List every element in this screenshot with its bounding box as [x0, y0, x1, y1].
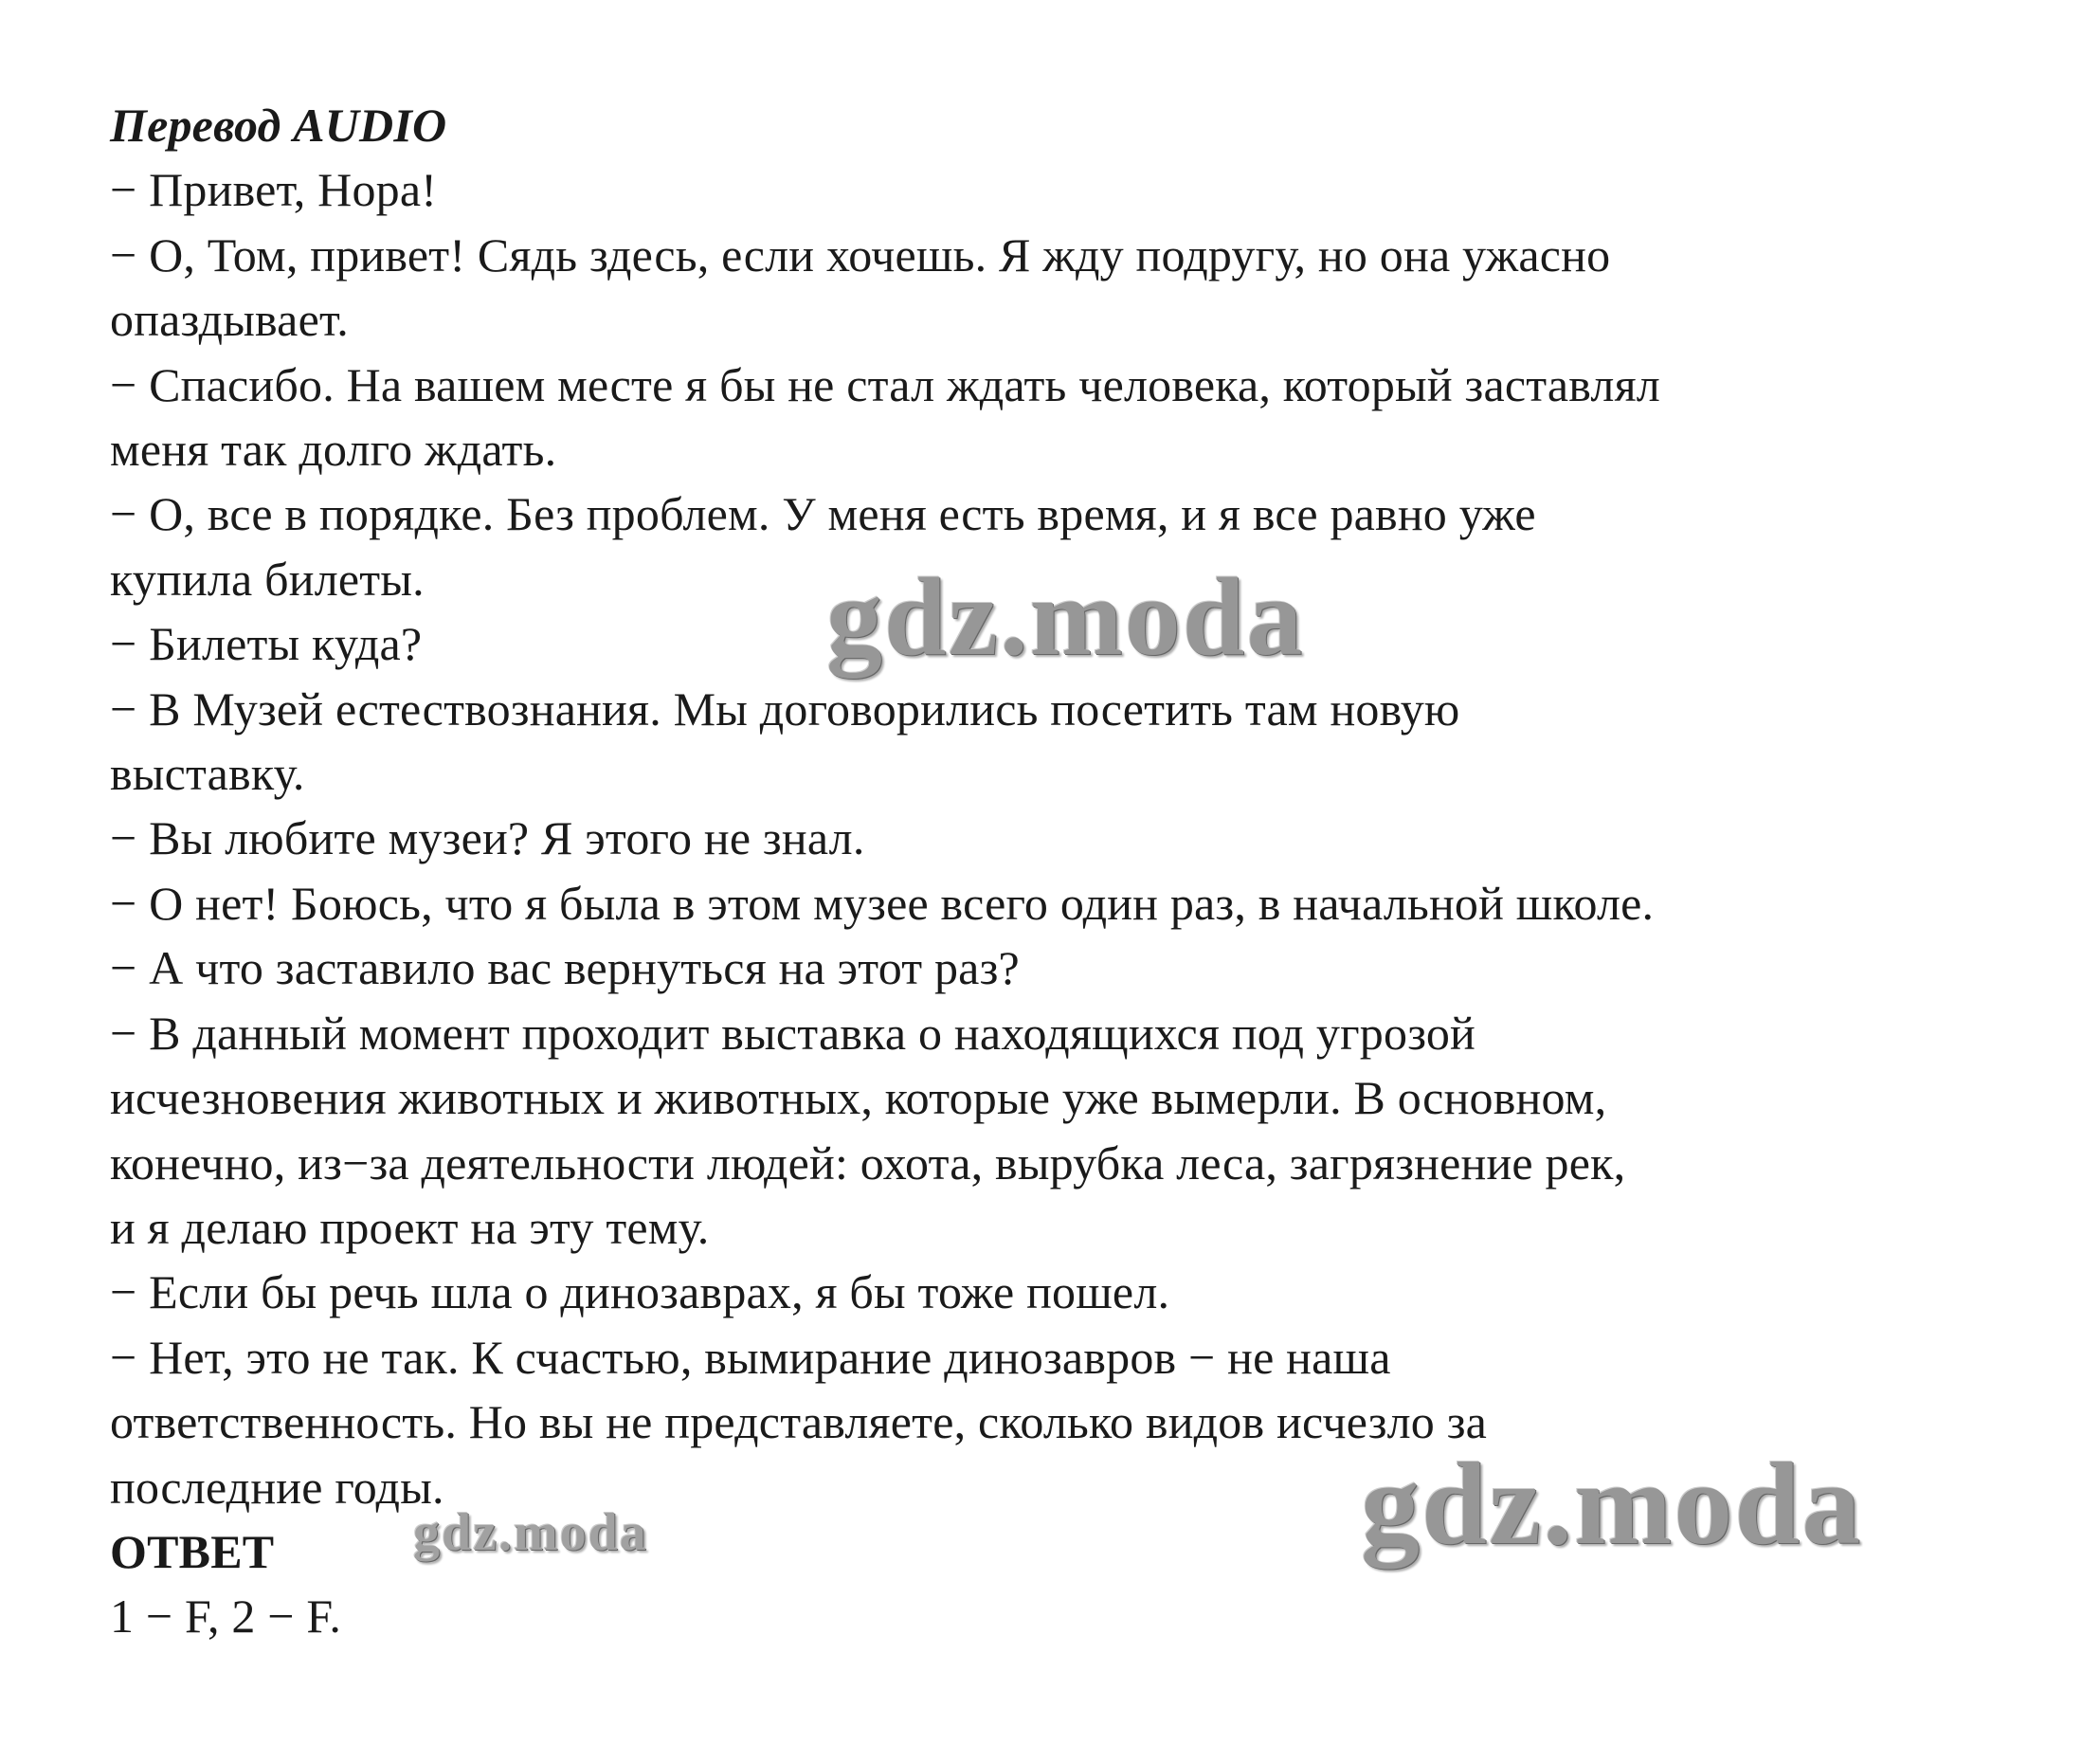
- dialogue-line: − Если бы речь шла о динозаврах, я бы тоже пошел.: [110, 1265, 1170, 1319]
- watermark-logo: gdz.moda: [413, 1503, 648, 1562]
- dialogue-line: − О, все в порядке. Без проблем. У меня есть время, и я все равно уже: [110, 487, 1536, 541]
- dialogue-line: исчезновения животных и животных, которые уже вымерли. В основном,: [110, 1071, 1607, 1125]
- dialogue-line: меня так долго ждать.: [110, 423, 557, 477]
- dialogue-line: купила билеты.: [110, 552, 425, 606]
- dialogue-line: − Билеты куда?: [110, 617, 423, 671]
- dialogue-line: − О нет! Боюсь, что я была в этом музее всего один раз, в начальной школе.: [110, 876, 1655, 930]
- watermark-logo: gdz.moda: [1361, 1439, 1863, 1569]
- dialogue-line: − О, Том, привет! Сядь здесь, если хочешь. Я жду подругу, но она ужасно: [110, 227, 1611, 282]
- watermark-logo: gdz.moda: [826, 554, 1305, 679]
- dialogue-line: конечно, из−за деятельности людей: охота, вырубка леса, загрязнение рек,: [110, 1135, 1626, 1190]
- dialogue-line: − Вы любите музеи? Я этого не знал.: [110, 811, 865, 865]
- dialogue-line: − А что заставило вас вернуться на этот раз?: [110, 941, 1020, 995]
- dialogue-line: последние годы.: [110, 1460, 444, 1514]
- dialogue-line: − В данный момент проходит выставка о находящихся под угрозой: [110, 1006, 1476, 1060]
- dialogue-line: − Нет, это не так. К счастью, вымирание динозавров − не наша: [110, 1330, 1391, 1384]
- dialogue-line: и я делаю проект на эту тему.: [110, 1200, 710, 1254]
- dialogue-line: − Спасибо. На вашем месте я бы не стал ждать человека, который заставлял: [110, 357, 1660, 411]
- answer-heading: ОТВЕТ: [110, 1524, 275, 1578]
- answer-text: 1 − F, 2 − F.: [110, 1589, 342, 1644]
- dialogue-line: опаздывает.: [110, 293, 349, 347]
- dialogue-line: − Привет, Нора!: [110, 163, 438, 217]
- document-body: [110, 93, 2024, 1649]
- document-title: Перевод AUDIO: [110, 99, 447, 152]
- dialogue-line: − В Музей естествознания. Мы договорились посетить там новую: [110, 681, 1460, 736]
- dialogue-line: выставку.: [110, 747, 305, 801]
- dialogue-line: ответственность. Но вы не представляете, сколько видов исчезло за: [110, 1395, 1488, 1449]
